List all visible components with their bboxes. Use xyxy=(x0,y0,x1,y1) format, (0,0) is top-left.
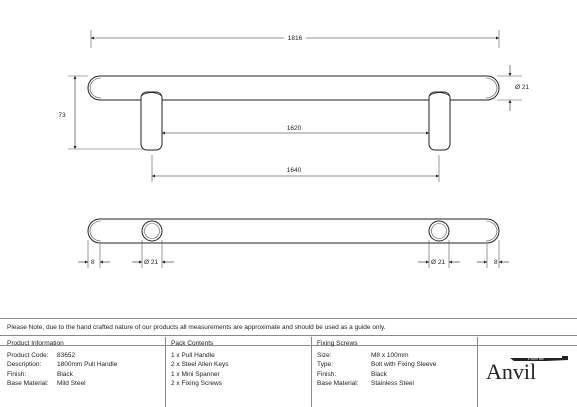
bar-diameter-dimension xyxy=(497,65,529,111)
product-code-row: Product Code: 83652 xyxy=(7,352,76,359)
column-divider-3 xyxy=(477,337,478,407)
fixing-screws-list xyxy=(317,351,436,388)
plan-view-dimensions xyxy=(78,240,509,268)
column-divider-1 xyxy=(165,337,166,407)
pack-item: 2 x Fixing Screws xyxy=(171,379,222,387)
description-row: Description: 1800mm Pull Handle xyxy=(7,361,118,369)
inner-centres-dimension xyxy=(162,124,429,133)
handle-side-view xyxy=(88,76,499,150)
right-hole-label: Ø 21 xyxy=(431,259,446,266)
overall-length-label: 1816 xyxy=(287,35,303,42)
product-info-list xyxy=(7,351,117,388)
fixing-screws-title: Fixing Screws xyxy=(317,339,358,347)
overall-length-dimension xyxy=(91,30,499,48)
left-offset-label: 8 xyxy=(91,259,95,266)
pack-item: 2 x Steel Allen Keys xyxy=(171,361,229,369)
screw-material-row: Base Material: Stainless Steel xyxy=(317,379,414,387)
screw-finish-row: Finish: Black xyxy=(317,370,387,378)
logo-wordmark: Anvil xyxy=(486,359,537,382)
logo-tagline: From the xyxy=(527,356,545,361)
inner-centres-label: 1620 xyxy=(286,125,302,132)
height-label: 73 xyxy=(58,112,66,119)
product-info-title: Product Information xyxy=(7,339,64,347)
info-divider-header xyxy=(0,345,577,346)
pack-contents-title: Pack Contents xyxy=(171,339,214,347)
measurement-note: Please Note, due to the hand crafted nature of our products all measurements are approximate and should be used as a guide only. xyxy=(7,324,386,331)
base-material-row: Base Material: Mild Steel xyxy=(7,379,86,387)
bar-diameter-label: Ø 21 xyxy=(515,84,530,91)
pack-contents-list xyxy=(171,351,228,388)
screw-size-row: Size: M8 x 100mm xyxy=(317,352,409,359)
right-offset-label: 8 xyxy=(494,259,498,266)
outer-centres-dimension xyxy=(152,155,439,182)
anvil-logo xyxy=(484,352,570,382)
outer-centres-label: 1640 xyxy=(286,167,302,174)
pack-item: 1 x Mini Spanner xyxy=(171,370,220,378)
left-hole-label: Ø 21 xyxy=(144,259,159,266)
info-divider-top xyxy=(0,335,577,336)
pack-item: 1 x Pull Handle xyxy=(171,352,215,359)
handle-plan-view xyxy=(88,219,499,243)
column-divider-2 xyxy=(311,337,312,407)
finish-row: Finish: Black xyxy=(7,370,73,378)
screw-type-row: Type: Bolt with Fixing Sleeve xyxy=(317,361,437,369)
